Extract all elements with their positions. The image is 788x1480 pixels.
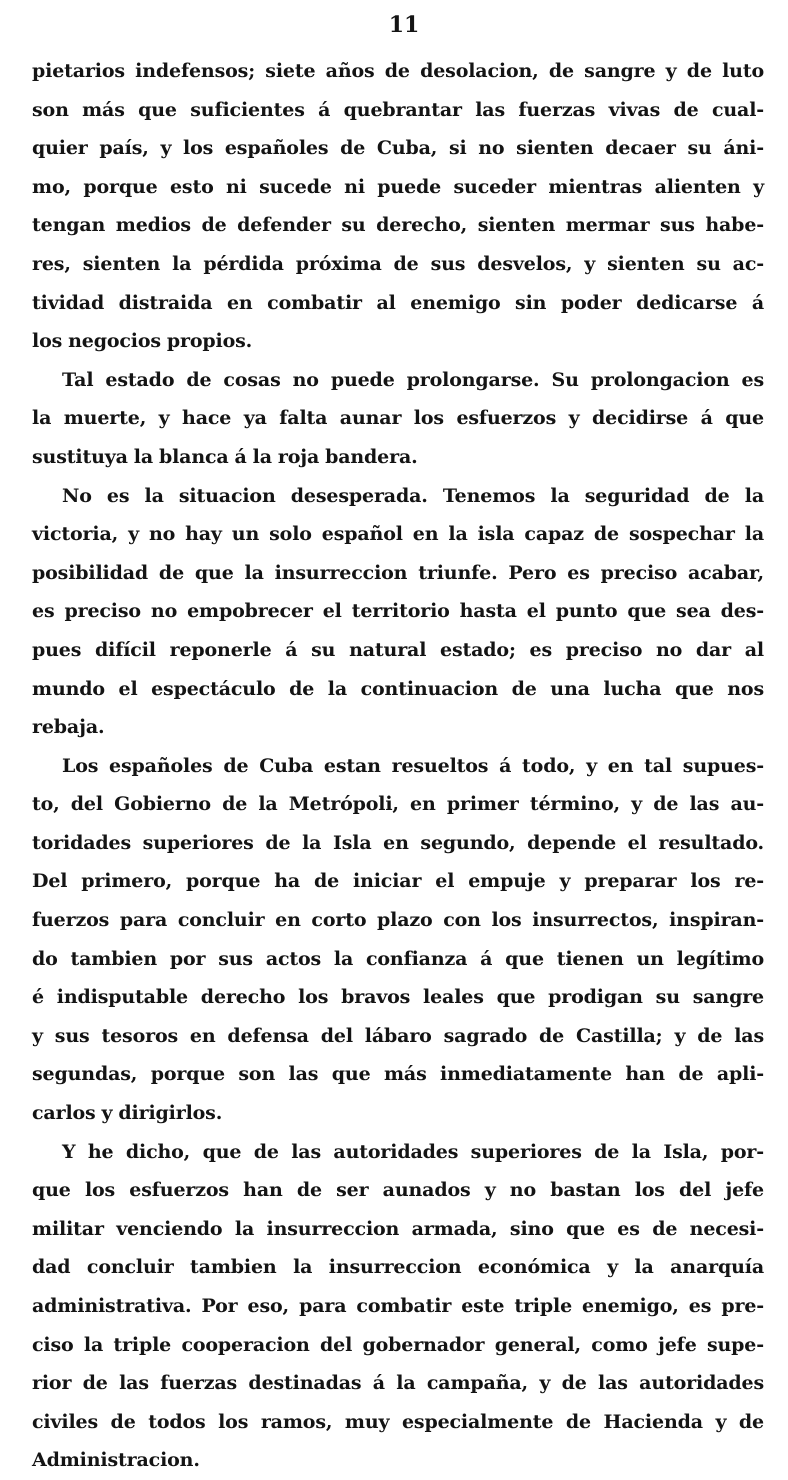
text-line: res, sienten la pérdida próxima de sus desvelos, y sienten su ac- (32, 252, 764, 275)
text-line: carlos y dirigirlos. (32, 1102, 223, 1125)
text-line: rebaja. (32, 716, 105, 739)
text-line: administrativa. Por eso, para combatir este triple enemigo, es pre- (32, 1295, 764, 1317)
body-text (32, 52, 764, 1480)
text-line: Administracion. (32, 1449, 200, 1472)
paragraph (32, 361, 764, 477)
text-line: militar venciendo la insurreccion armada, sino que es de necesi- (32, 1217, 764, 1240)
text-line: mo, porque esto ni sucede ni puede suceder mientras alienten y (32, 175, 764, 198)
text-line: tividad distraida en combatir al enemigo sin poder dedicarse á (32, 291, 764, 314)
text-line: Y he dicho, que de las autoridades superiores de la Isla, por- (62, 1140, 764, 1163)
text-line: Los españoles de Cuba estan resueltos á todo, y en tal supues- (62, 754, 764, 777)
text-line: posibilidad de que la insurreccion triunfe. Pero es preciso acabar, (32, 561, 764, 584)
text-line: Del primero, porque ha de iniciar el empuje y preparar los re- (32, 870, 764, 893)
text-line: civiles de todos los ramos, muy especialmente de Hacienda y de (32, 1410, 764, 1433)
text-line: pietarios indefensos; siete años de desolacion, de sangre y de luto (32, 60, 764, 82)
text-line: pues difícil reponerle á su natural estado; es preciso no dar al (32, 638, 764, 661)
text-line: segundas, porque son las que más inmediatamente han de apli- (32, 1063, 764, 1086)
text-line: quier país, y los españoles de Cuba, si no sienten decaer su áni- (32, 137, 764, 160)
text-line: que los esfuerzos han de ser aunados y no bastan los del jefe (32, 1179, 764, 1202)
text-line: los negocios propios. (32, 330, 253, 353)
text-line: No es la situacion desesperada. Tenemos la seguridad de la (62, 484, 764, 507)
page-number: 11 (388, 12, 420, 38)
paragraph (32, 477, 764, 747)
text-line: y sus tesoros en defensa del lábaro sagrado de Castilla; y de las (32, 1024, 764, 1047)
text-line: la muerte, y hace ya falta aunar los esfuerzos y decidirse á que (32, 407, 764, 430)
text-line: dad concluir tambien la insurreccion económica y la anarquía (32, 1256, 764, 1279)
text-line: son más que suficientes á quebrantar las fuerzas vivas de cual- (32, 98, 764, 121)
text-line: ciso la triple cooperacion del gobernador general, como jefe supe- (32, 1333, 764, 1356)
text-line: é indisputable derecho los bravos leales que prodigan su sangre (32, 986, 764, 1009)
text-line: Tal estado de cosas no puede prolongarse. Su prolongacion es (62, 368, 764, 391)
text-line: toridades superiores de la Isla en segundo, depende el resultado. (32, 831, 764, 854)
text-line: fuerzos para concluir en corto plazo con los insurrectos, inspiran- (32, 909, 764, 932)
paragraph (32, 747, 764, 1133)
paragraph (32, 52, 764, 361)
text-line: es preciso no empobrecer el territorio hasta el punto que sea des- (32, 600, 764, 623)
text-line: tengan medios de defender su derecho, sienten mermar sus habe- (32, 214, 764, 237)
text-line: mundo el espectáculo de la continuacion de una lucha que nos (32, 677, 764, 700)
text-line: victoria, y no hay un solo español en la isla capaz de sospechar la (32, 523, 764, 546)
text-line: sustituya la blanca á la roja bandera. (32, 445, 418, 468)
text-line: do tambien por sus actos la confianza á que tienen un legítimo (32, 947, 764, 970)
text-line: rior de las fuerzas destinadas á la campaña, y de las autoridades (32, 1372, 764, 1395)
text-line: to, del Gobierno de la Metrópoli, en primer término, y de las au- (32, 793, 764, 816)
paragraph (32, 1133, 764, 1480)
